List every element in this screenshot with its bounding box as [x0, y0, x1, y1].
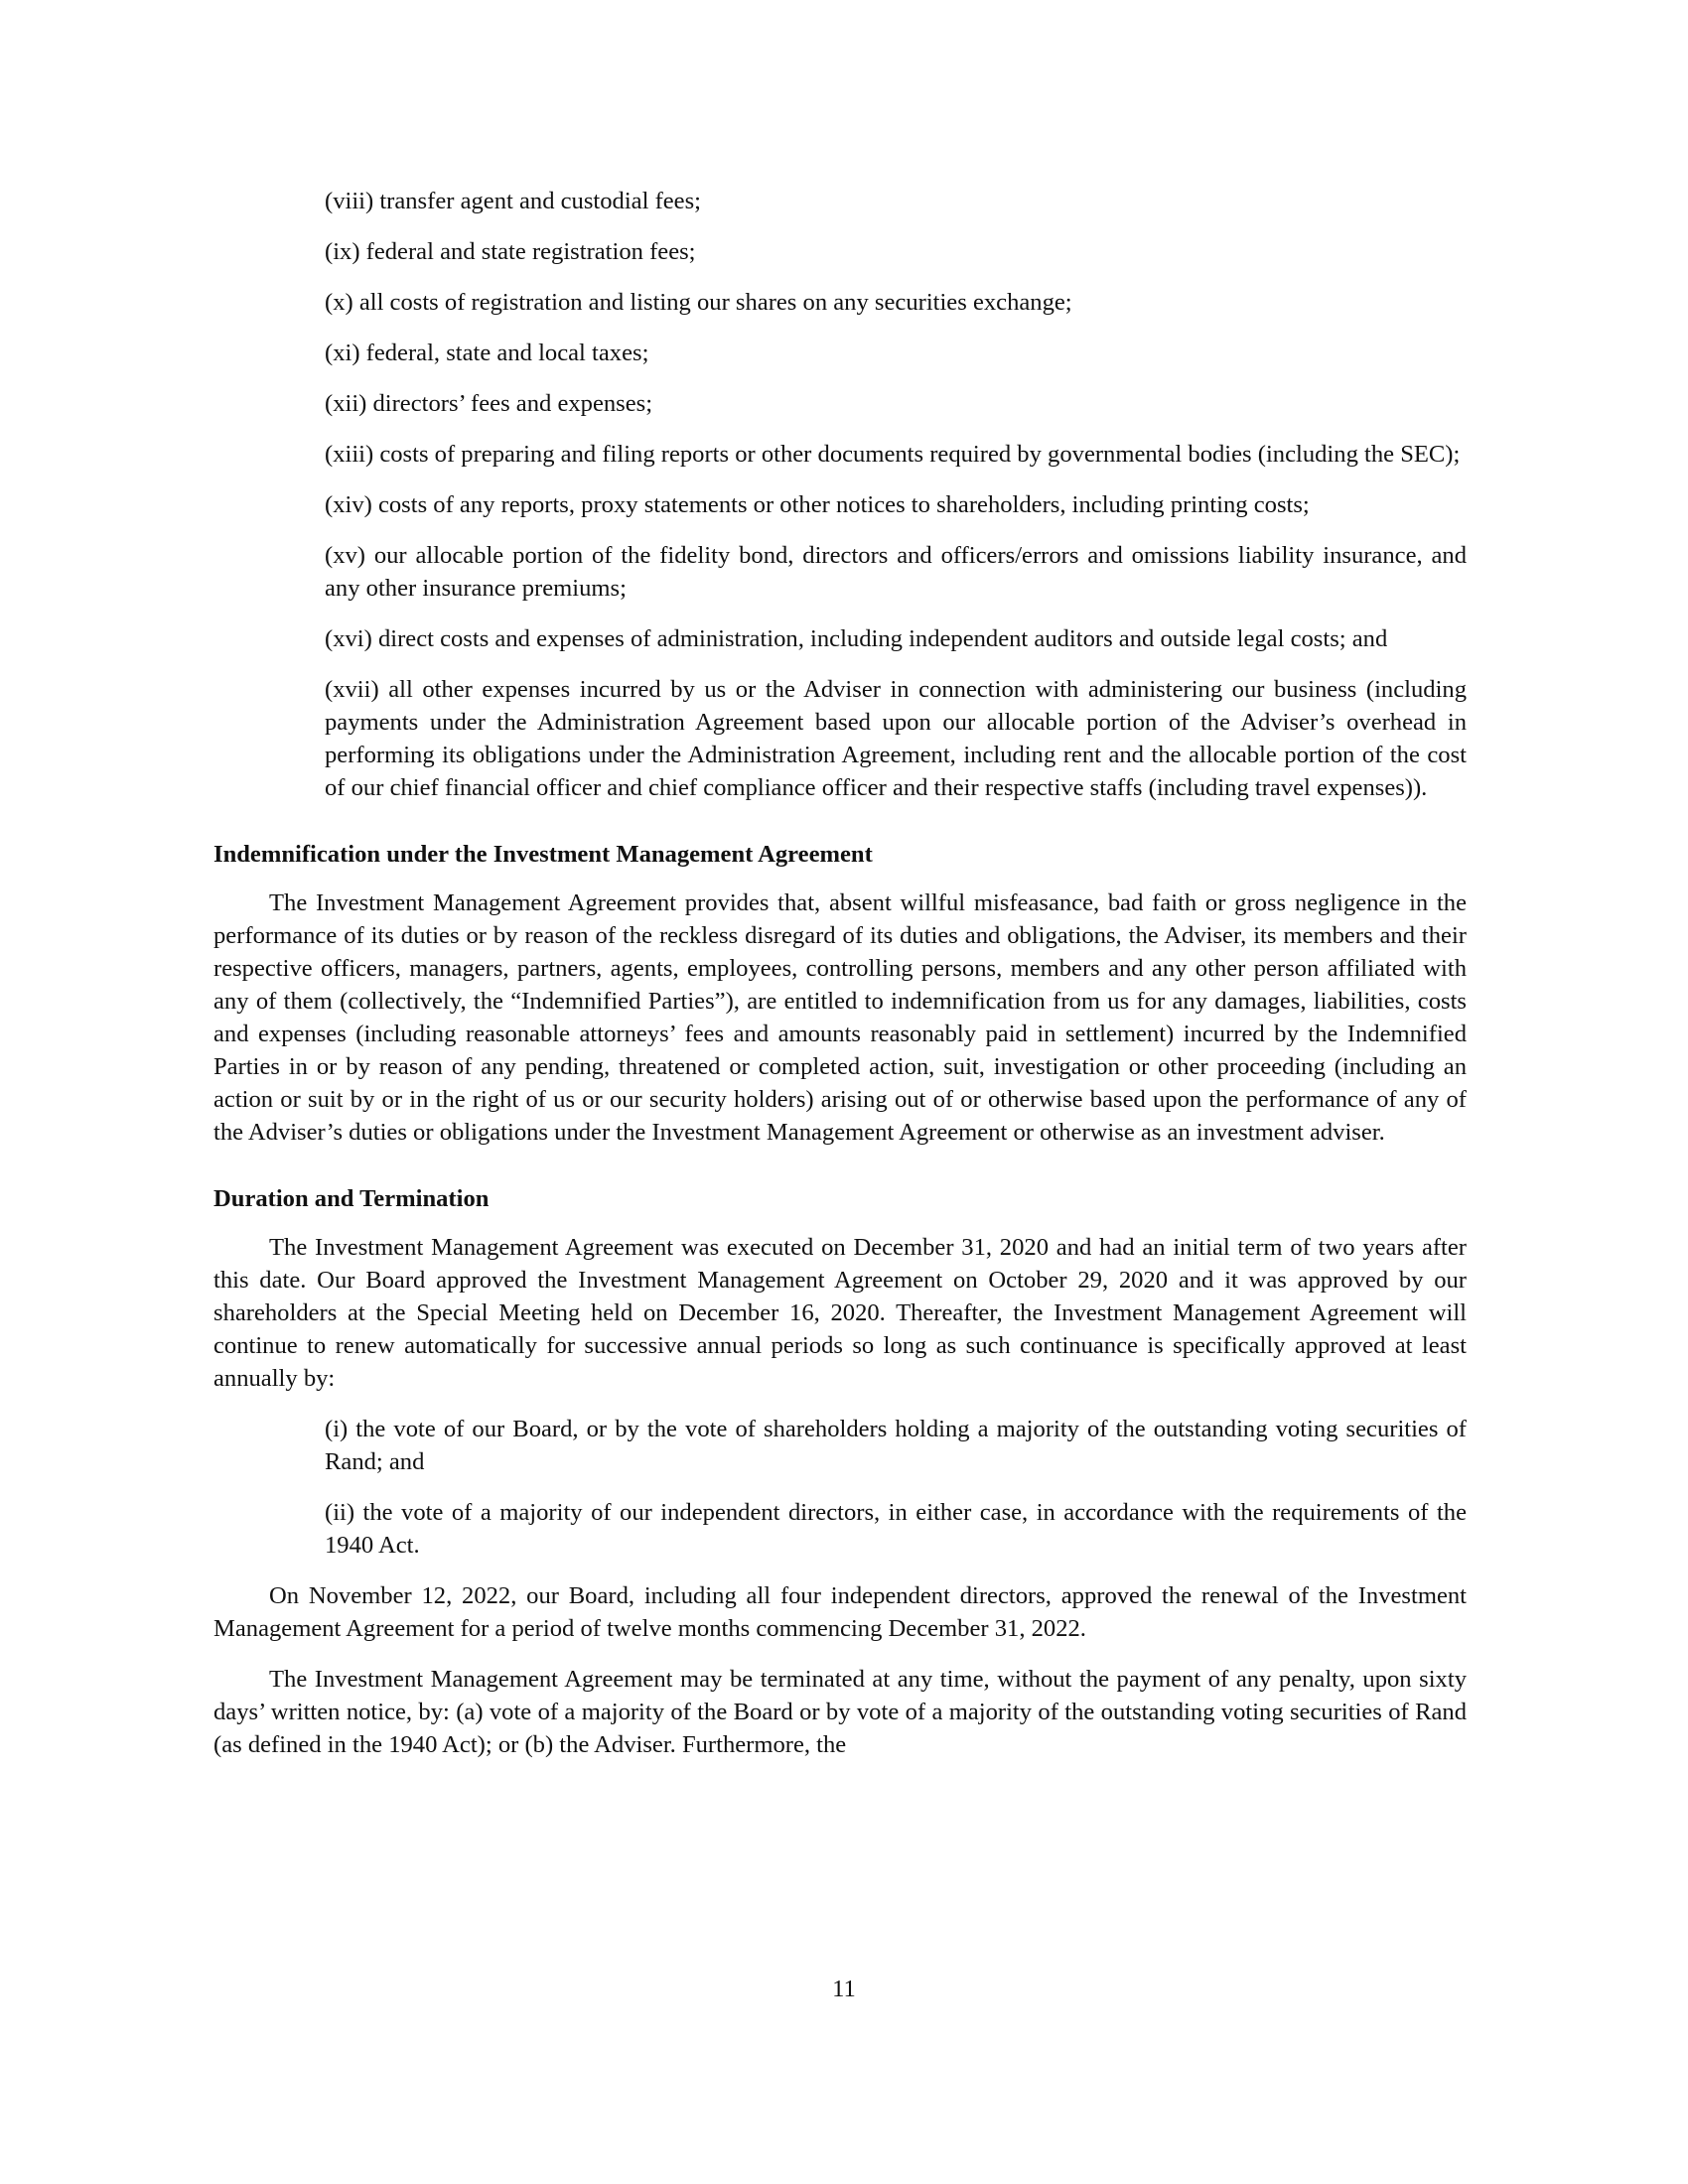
list-item: (xiii) costs of preparing and filing reports or other documents required by governmental bodies (including the SEC);	[325, 441, 1461, 468]
list-item: (x) all costs of registration and listing our shares on any securities exchange;	[325, 289, 1072, 316]
approval-conditions-list	[213, 1413, 1467, 1562]
duration-paragraph-2: On November 12, 2022, our Board, including all four independent directors, approved the renewal of the Investment Management Agreement for a period of twelve months commencing December 31, 2022.	[213, 1582, 1467, 1642]
list-item: (xvi) direct costs and expenses of administration, including independent auditors and outside legal costs; and	[325, 625, 1388, 652]
indemnification-heading: Indemnification under the Investment Management Agreement	[213, 841, 873, 868]
list-item: (i) the vote of our Board, or by the vote of shareholders holding a majority of the outstanding voting securities of Rand; and	[325, 1416, 1467, 1475]
list-item: (xvii) all other expenses incurred by us or the Adviser in connection with administering our business (including payments under the Administration Agreement based upon our allocable portion of the Adviser’s overhead in performing its obligations under the Administration Agreement, including rent and the allocable portion of the cost of our chief financial officer and chief compliance officer and their respective staffs (including travel expenses)).	[325, 676, 1467, 801]
duration-paragraph-3: The Investment Management Agreement may be terminated at any time, without the payment of any penalty, upon sixty days’ written notice, by: (a) vote of a majority of the Board or by vote of a majority of the outstanding voting securities of Rand (as defined in the 1940 Act); or (b) the Adviser. Furthermore, the	[213, 1666, 1467, 1758]
duration-paragraph-1: The Investment Management Agreement was executed on December 31, 2020 and had an initial term of two years after this date. Our Board approved the Investment Management Agreement on October 29, 2020 and it was approved by our shareholders at the Special Meeting held on December 16, 2020. Thereafter, the Investment Management Agreement will continue to renew automatically for successive annual periods so long as such continuance is specifically approved at least annually by:	[213, 1234, 1467, 1392]
list-item: (xi) federal, state and local taxes;	[325, 340, 649, 366]
list-item: (xv) our allocable portion of the fidelity bond, directors and officers/errors and omissions liability insurance, and any other insurance premiums;	[325, 542, 1467, 602]
list-item: (ii) the vote of a majority of our independent directors, in either case, in accordance with the requirements of the 1940 Act.	[325, 1499, 1467, 1559]
duration-heading: Duration and Termination	[213, 1185, 490, 1212]
page-number: 11	[832, 1976, 856, 2002]
list-item: (viii) transfer agent and custodial fees;	[325, 188, 702, 214]
indemnification-paragraph: The Investment Management Agreement provides that, absent willful misfeasance, bad faith or gross negligence in the performance of its duties or by reason of the reckless disregard of its duties and obligations, the Adviser, its members and their respective officers, managers, partners, agents, employees, controlling persons, members and any other person affiliated with any of them (collectively, the “Indemnified Parties”), are entitled to indemnification from us for any damages, liabilities, costs and expenses (including reasonable attorneys’ fees and amounts reasonably paid in settlement) incurred by the Indemnified Parties in or by reason of any pending, threatened or completed action, suit, investigation or other proceeding (including an action or suit by or in the right of us or our security holders) arising out of or otherwise based upon the performance of any of the Adviser’s duties or obligations under the Investment Management Agreement or otherwise as an investment adviser.	[213, 889, 1467, 1146]
list-item: (ix) federal and state registration fees;	[325, 238, 696, 265]
document-page	[213, 185, 1467, 1779]
list-item: (xiv) costs of any reports, proxy statements or other notices to shareholders, including printing costs;	[325, 491, 1310, 518]
expense-list	[213, 185, 1467, 804]
list-item: (xii) directors’ fees and expenses;	[325, 390, 653, 417]
